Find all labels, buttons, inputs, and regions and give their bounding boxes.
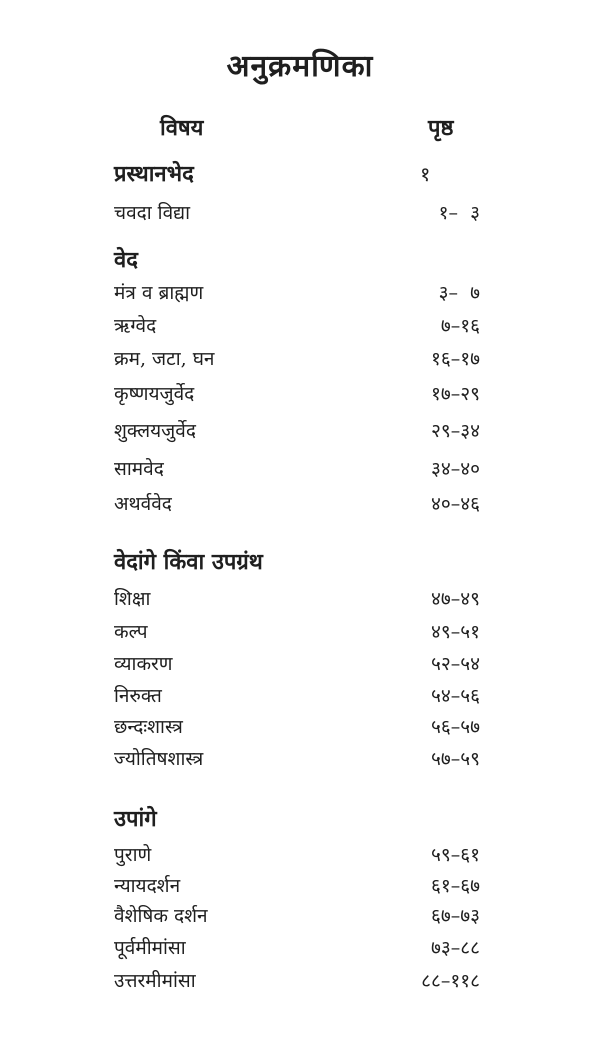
- toc-entry-pages: ७–१६: [440, 315, 480, 337]
- column-header-subject: विषय: [160, 115, 204, 141]
- toc-entry-pages: १– ३: [438, 202, 480, 224]
- toc-entry-pages: ५४–५६: [430, 685, 480, 707]
- section-page-number: १: [420, 162, 431, 186]
- toc-entry-title: उत्तरमीमांसा: [114, 970, 196, 992]
- toc-entry-title: पूर्वमीमांसा: [114, 937, 186, 959]
- toc-entry-title: ज्योतिषशास्त्र: [114, 748, 204, 770]
- toc-entry-title: कृष्णयजुर्वेद: [114, 383, 195, 405]
- toc-entry-title: वैशेषिक दर्शन: [114, 905, 208, 927]
- toc-entry-title: मंत्र व ब्राह्मण: [114, 282, 204, 304]
- section-heading: उपांगे: [114, 806, 157, 832]
- column-header-page: पृष्ठ: [428, 115, 454, 141]
- toc-entry-pages: ५७–५९: [430, 748, 480, 770]
- toc-entry-title: क्रम, जटा, घन: [114, 348, 215, 370]
- toc-entry-pages: ७३–८८: [430, 937, 480, 959]
- toc-entry-pages: २९–३४: [430, 420, 480, 442]
- toc-entry-pages: १७–२९: [430, 383, 480, 405]
- toc-entry-pages: ६७–७३: [430, 905, 480, 927]
- page-title: अनुक्रमणिका: [226, 49, 374, 84]
- toc-entry-title: पुराणे: [114, 844, 152, 866]
- toc-entry-pages: ८८–११८: [421, 970, 480, 992]
- toc-entry-title: व्याकरण: [114, 653, 173, 675]
- toc-entry-pages: ४०–४६: [430, 493, 480, 515]
- toc-entry-pages: ४९–५१: [430, 621, 480, 643]
- toc-entry-pages: १६–१७: [430, 348, 480, 370]
- toc-entry-pages: ३४–४०: [430, 458, 480, 480]
- toc-entry-title: शिक्षा: [114, 588, 151, 610]
- section-heading: वेद: [114, 247, 138, 273]
- toc-entry-pages: ५२–५४: [430, 653, 480, 675]
- toc-entry-title: चवदा विद्या: [114, 202, 191, 224]
- toc-entry-title: निरुक्त: [114, 685, 162, 707]
- toc-entry-title: अथर्ववेद: [114, 493, 172, 515]
- toc-entry-title: कल्प: [114, 621, 148, 643]
- toc-entry-pages: ५९–६१: [430, 844, 480, 866]
- toc-entry-title: ऋग्वेद: [114, 315, 157, 337]
- toc-entry-pages: ५६–५७: [430, 716, 480, 738]
- toc-entry-pages: ६१–६७: [430, 875, 480, 897]
- section-heading: प्रस्थानभेद: [114, 161, 194, 187]
- toc-entry-pages: ४७–४९: [430, 588, 480, 610]
- section-heading: वेदांगे किंवा उपग्रंथ: [114, 549, 263, 575]
- toc-entry-title: छन्दःशास्त्र: [114, 716, 183, 738]
- toc-entry-title: सामवेद: [114, 458, 164, 480]
- toc-entry-title: न्यायदर्शन: [114, 875, 181, 897]
- toc-entry-pages: ३– ७: [438, 282, 480, 304]
- toc-entry-title: शुक्लयजुर्वेद: [114, 420, 196, 442]
